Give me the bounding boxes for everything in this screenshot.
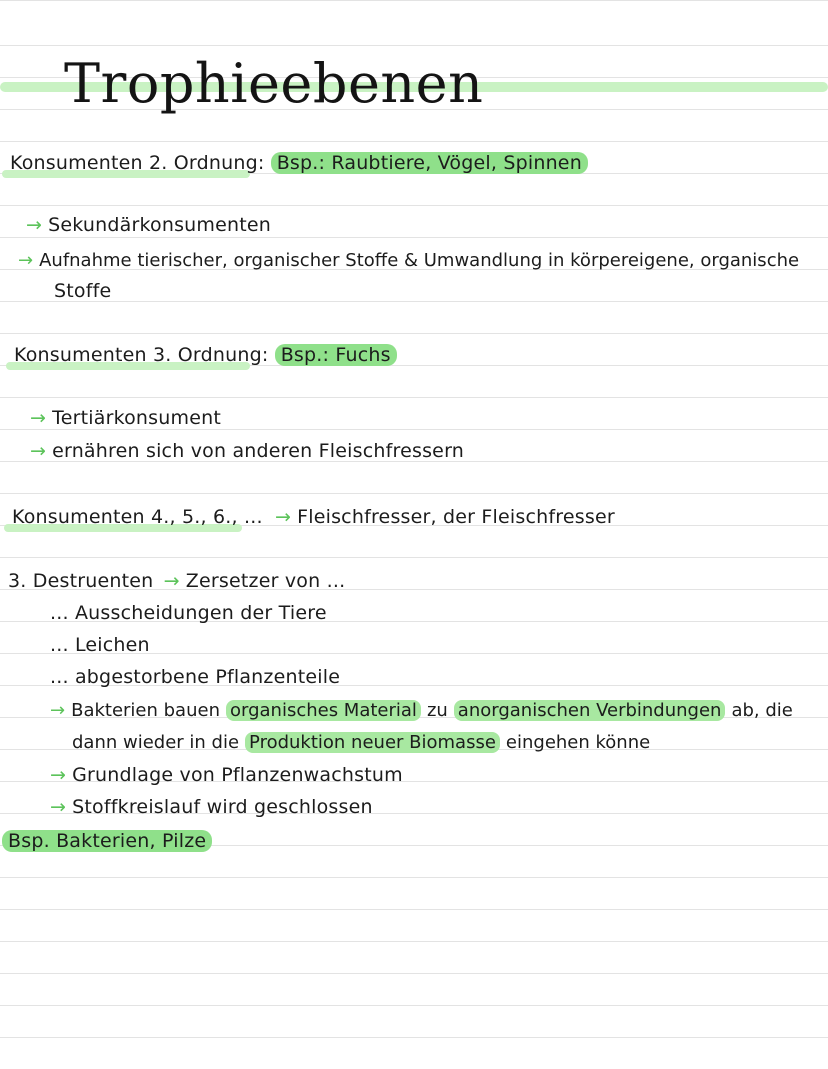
arrow-icon: → <box>50 764 67 786</box>
example-highlight: Bsp. Bakterien, Pilze <box>2 830 212 852</box>
bullet-item-continued: Stoffe <box>54 280 112 302</box>
bullet-item: → Grundlage von Pflanzenwachstum <box>50 764 403 786</box>
list-item: ... Leichen <box>50 634 150 656</box>
bullet-item: → Tertiärkonsument <box>30 407 222 429</box>
bacteria-line: → Bakterien bauen organisches Material zu anorganischen Verbindungen ab, die <box>50 700 793 721</box>
highlight-new-biomass: Produktion neuer Biomasse <box>245 732 500 753</box>
example-highlight: Bsp.: Fuchs <box>275 344 397 366</box>
arrow-icon: → <box>50 700 66 721</box>
bullet-item: → Stoffkreislauf wird geschlossen <box>50 796 373 818</box>
decomposers-example <box>2 828 212 854</box>
section-consumers-3-heading <box>14 342 397 368</box>
bullet-item: → ernähren sich von anderen Fleischfressern <box>30 440 464 462</box>
arrow-icon: → <box>18 250 34 271</box>
heading-text: Konsumenten 4., 5., 6., ... <box>12 506 263 528</box>
heading-text: 3. Destruenten <box>8 570 154 592</box>
list-item: ... Ausscheidungen der Tiere <box>50 602 327 624</box>
arrow-icon: → <box>30 440 47 462</box>
section-consumers-2-heading <box>10 150 588 176</box>
highlight-inorganic-compounds: anorganischen Verbindungen <box>454 700 726 721</box>
example-highlight: Bsp.: Raubtiere, Vögel, Spinnen <box>271 152 588 174</box>
bullet-item: → Sekundärkonsumenten <box>26 214 272 236</box>
arrow-icon: → <box>274 506 292 528</box>
highlight-organic-material: organisches Material <box>226 700 421 721</box>
arrow-icon: → <box>50 796 67 818</box>
list-item: ... abgestorbene Pflanzenteile <box>50 666 341 688</box>
arrow-icon: → <box>30 407 47 429</box>
bacteria-line-continued: dann wieder in die Produktion neuer Biomasse eingehen könne <box>72 732 651 753</box>
heading-text: Konsumenten 3. Ordnung: <box>14 344 269 366</box>
section-decomposers-heading: 3. Destruenten → Zersetzer von ... <box>8 570 346 592</box>
section-consumers-4-heading: Konsumenten 4., 5., 6., ... → Fleischfresser, der Fleischfresser <box>12 506 615 528</box>
bullet-item: → Aufnahme tierischer, organischer Stoffe & Umwandlung in körpereigene, organische <box>18 250 800 271</box>
arrow-icon: → <box>26 214 43 236</box>
heading-text: Konsumenten 2. Ordnung: <box>10 152 265 174</box>
arrow-icon: → <box>163 570 180 592</box>
page-title: Trophieebenen <box>64 52 484 115</box>
